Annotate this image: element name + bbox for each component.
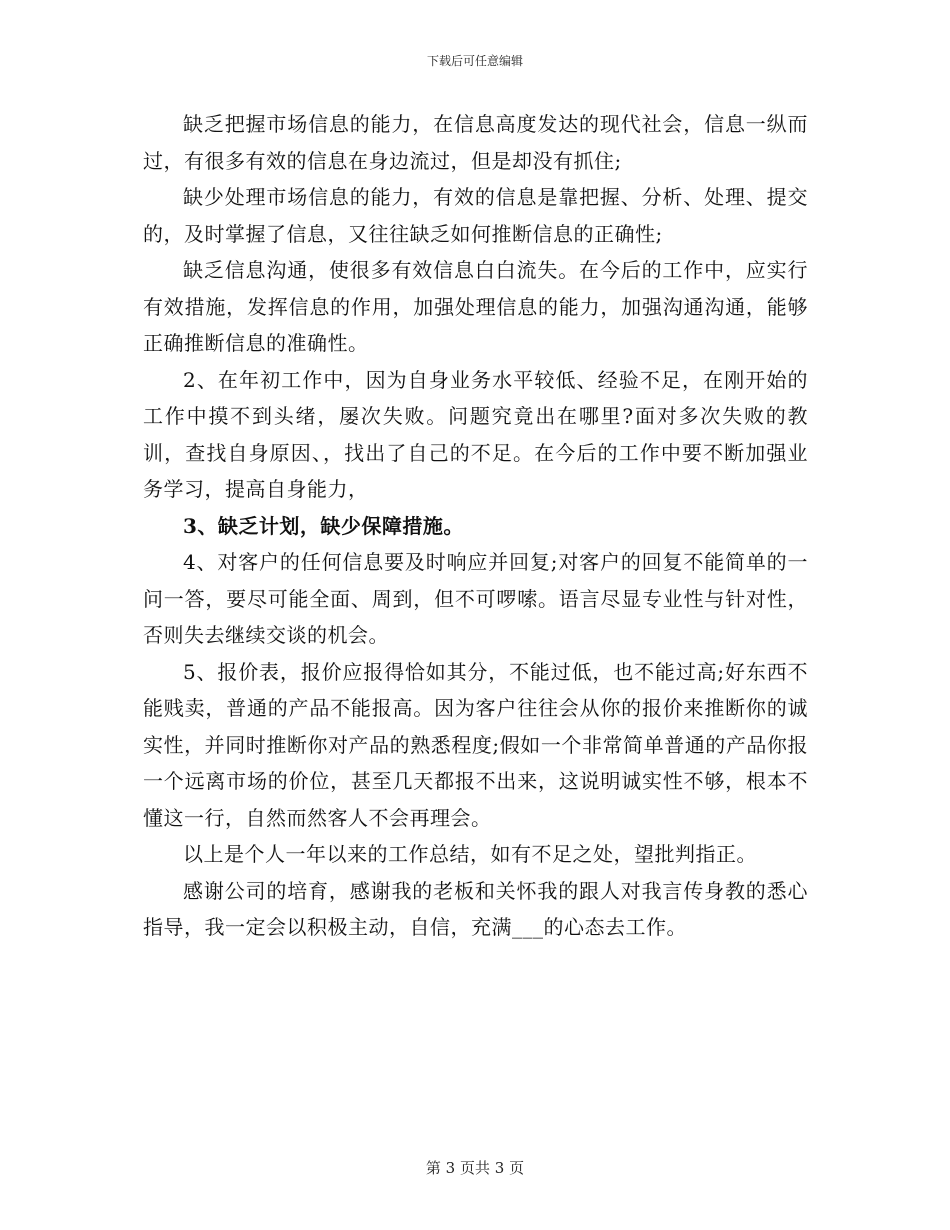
paragraph-market-info: 缺乏把握市场信息的能力，在信息高度发达的现代社会，信息一纵而过，有很多有效的信息在身边流过，但是却没有抓住; xyxy=(143,112,808,173)
paragraph-item-5: 5、报价表，报价应报得恰如其分，不能过低，也不能过高;好东西不能贱卖，普通的产品不能报高。因为客户往往会从你的报价来推断你的诚实性，并同时推断你对产品的熟悉程度;假如一个非常简单普通的产品你报一个远离市场的价位，甚至几天都报不出来，这说明诚实性不够，根本不懂这一行，自然而然客人不会再理会。 xyxy=(143,659,808,830)
paragraph-summary: 以上是个人一年以来的工作总结，如有不足之处，望批判指正。 xyxy=(183,842,757,866)
paragraph-thanks: 感谢公司的培育，感谢我的老板和关怀我的跟人对我言传身教的悉心指导，我一定会以积极主动，自信，充满___的心态去工作。 xyxy=(143,878,808,939)
page-header: 下载后可任意编辑 xyxy=(426,54,523,68)
paragraph-communication: 缺乏信息沟通，使很多有效信息白白流失。在今后的工作中，应实行有效措施，发挥信息的作用，加强处理信息的能力，加强沟通沟通，能够正确推断信息的准确性。 xyxy=(143,258,808,355)
paragraph-processing-info: 缺少处理市场信息的能力，有效的信息是靠把握、分析、处理、提交的，及时掌握了信息，又往往缺乏如何推断信息的正确性; xyxy=(143,185,808,246)
paragraph-item-4: 4、对客户的任何信息要及时响应并回复;对客户的回复不能简单的一问一答，要尽可能全面、周到，但不可啰嗦。语言尽显专业性与针对性，否则失去继续交谈的机会。 xyxy=(143,550,808,647)
paragraph-item-3-heading: 3、缺乏计划，缺少保障措施。 xyxy=(183,513,464,538)
document-body xyxy=(143,106,808,946)
paragraph-item-2: 2、在年初工作中，因为自身业务水平较低、经验不足，在刚开始的工作中摸不到头绪，屡次失败。问题究竟出在哪里?面对多次失败的教训，查找自身原因、，找出了自己的不足。在今后的工作中要不断加强业务学习，提高自身能力， xyxy=(143,367,808,501)
page-number-footer: 第 3 页共 3 页 xyxy=(425,1159,525,1177)
